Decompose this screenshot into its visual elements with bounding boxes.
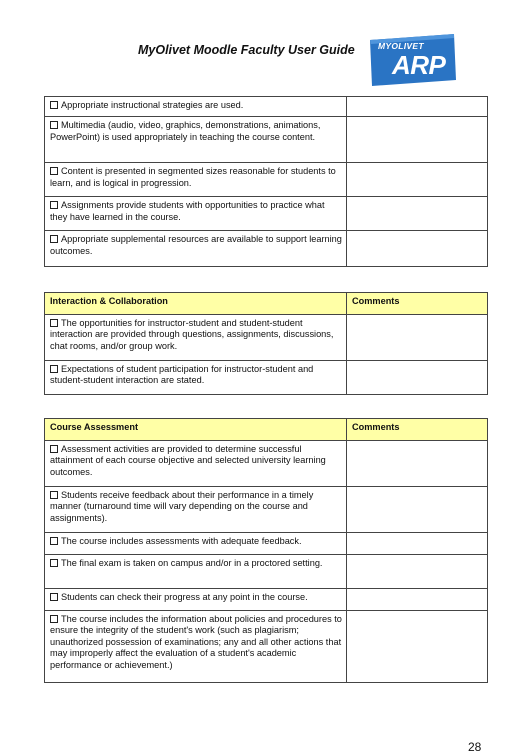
logo-text-myolivet: MYOLIVET <box>378 41 424 51</box>
table-row <box>45 163 488 197</box>
checkbox[interactable] <box>50 201 58 209</box>
guide-title: MyOlivet Moodle Faculty User Guide <box>138 43 355 57</box>
criterion-cell <box>45 117 347 163</box>
criterion-text: Appropriate supplemental resources are available to support learning outcomes. <box>50 234 342 256</box>
criterion-cell <box>45 440 347 486</box>
checkbox[interactable] <box>50 167 58 175</box>
checkbox[interactable] <box>50 365 58 373</box>
table-row <box>45 117 488 163</box>
table-row <box>45 360 488 394</box>
table-row <box>45 314 488 360</box>
comment-cell[interactable] <box>347 163 488 197</box>
table-row <box>45 532 488 554</box>
comments-heading: Comments <box>347 293 488 315</box>
interaction-collaboration-table <box>44 292 488 395</box>
criterion-text: Assignments provide students with opportunities to practice what they have learned in the course. <box>50 200 325 222</box>
criterion-text: Students receive feedback about their performance in a timely manner (turnaround time will vary depending on the course and assignments). <box>50 489 314 523</box>
criterion-cell <box>45 97 347 117</box>
criterion-cell <box>45 554 347 588</box>
table-row <box>45 197 488 231</box>
checkbox[interactable] <box>50 615 58 623</box>
criterion-cell <box>45 360 347 394</box>
criterion-cell <box>45 486 347 532</box>
criterion-text: Appropriate instructional strategies are used. <box>61 100 244 110</box>
table-header-row <box>45 293 488 315</box>
checkbox[interactable] <box>50 121 58 129</box>
comment-cell[interactable] <box>347 197 488 231</box>
section-heading: Course Assessment <box>45 419 347 441</box>
criterion-text: Students can check their progress at any point in the course. <box>61 591 308 602</box>
checkbox[interactable] <box>50 537 58 545</box>
comment-cell[interactable] <box>347 440 488 486</box>
checkbox[interactable] <box>50 101 58 109</box>
table-row <box>45 588 488 610</box>
comment-cell[interactable] <box>347 554 488 588</box>
criterion-text: The course includes the information about policies and procedures to ensure the integrity of the student's work (such as plagiarism; unauthorized possession of examinations; any and all other actions that may improperly affect the evaluation of a student's academic performance or achievement.) <box>50 613 342 670</box>
table-row <box>45 231 488 267</box>
criterion-text: Assessment activities are provided to determine successful attainment of each course objective and selected university learning outcomes. <box>50 443 326 477</box>
criterion-cell <box>45 610 347 682</box>
comment-cell[interactable] <box>347 532 488 554</box>
comment-cell[interactable] <box>347 360 488 394</box>
comment-cell[interactable] <box>347 610 488 682</box>
criterion-text: The course includes assessments with adequate feedback. <box>61 535 302 546</box>
table-row <box>45 440 488 486</box>
checkbox[interactable] <box>50 559 58 567</box>
comments-heading: Comments <box>347 419 488 441</box>
checkbox[interactable] <box>50 235 58 243</box>
comment-cell[interactable] <box>347 97 488 117</box>
comment-cell[interactable] <box>347 231 488 267</box>
comment-cell[interactable] <box>347 486 488 532</box>
criterion-cell <box>45 588 347 610</box>
criterion-cell <box>45 231 347 267</box>
comment-cell[interactable] <box>347 314 488 360</box>
page-number: 28 <box>468 740 482 754</box>
course-assessment-table <box>44 418 488 683</box>
myolivet-arp-logo <box>368 34 458 86</box>
criterion-cell <box>45 532 347 554</box>
page-header <box>0 0 530 90</box>
section-heading: Interaction & Collaboration <box>45 293 347 315</box>
criterion-text: The final exam is taken on campus and/or in a proctored setting. <box>61 557 323 568</box>
checkbox[interactable] <box>50 491 58 499</box>
comment-cell[interactable] <box>347 588 488 610</box>
checkbox[interactable] <box>50 319 58 327</box>
comment-cell[interactable] <box>347 117 488 163</box>
criterion-text: Multimedia (audio, video, graphics, demonstrations, animations, PowerPoint) is used appropriately in teaching the course content. <box>50 120 321 142</box>
logo-text-arp: ARP <box>392 50 446 80</box>
table-row <box>45 610 488 682</box>
checkbox[interactable] <box>50 593 58 601</box>
criterion-text: The opportunities for instructor-student and student-student interaction are provided through questions, assignments, discussions, chat rooms, and/or group work. <box>50 317 334 351</box>
criterion-cell <box>45 314 347 360</box>
criterion-cell <box>45 197 347 231</box>
table-row <box>45 554 488 588</box>
criterion-cell <box>45 163 347 197</box>
instructional-materials-table <box>44 96 488 267</box>
table-row <box>45 97 488 117</box>
table-header-row <box>45 419 488 441</box>
criterion-text: Content is presented in segmented sizes reasonable for students to learn, and is logical in progression. <box>50 166 336 188</box>
checkbox[interactable] <box>50 445 58 453</box>
table-row <box>45 486 488 532</box>
criterion-text: Expectations of student participation for instructor-student and student-student interaction are stated. <box>50 363 314 385</box>
